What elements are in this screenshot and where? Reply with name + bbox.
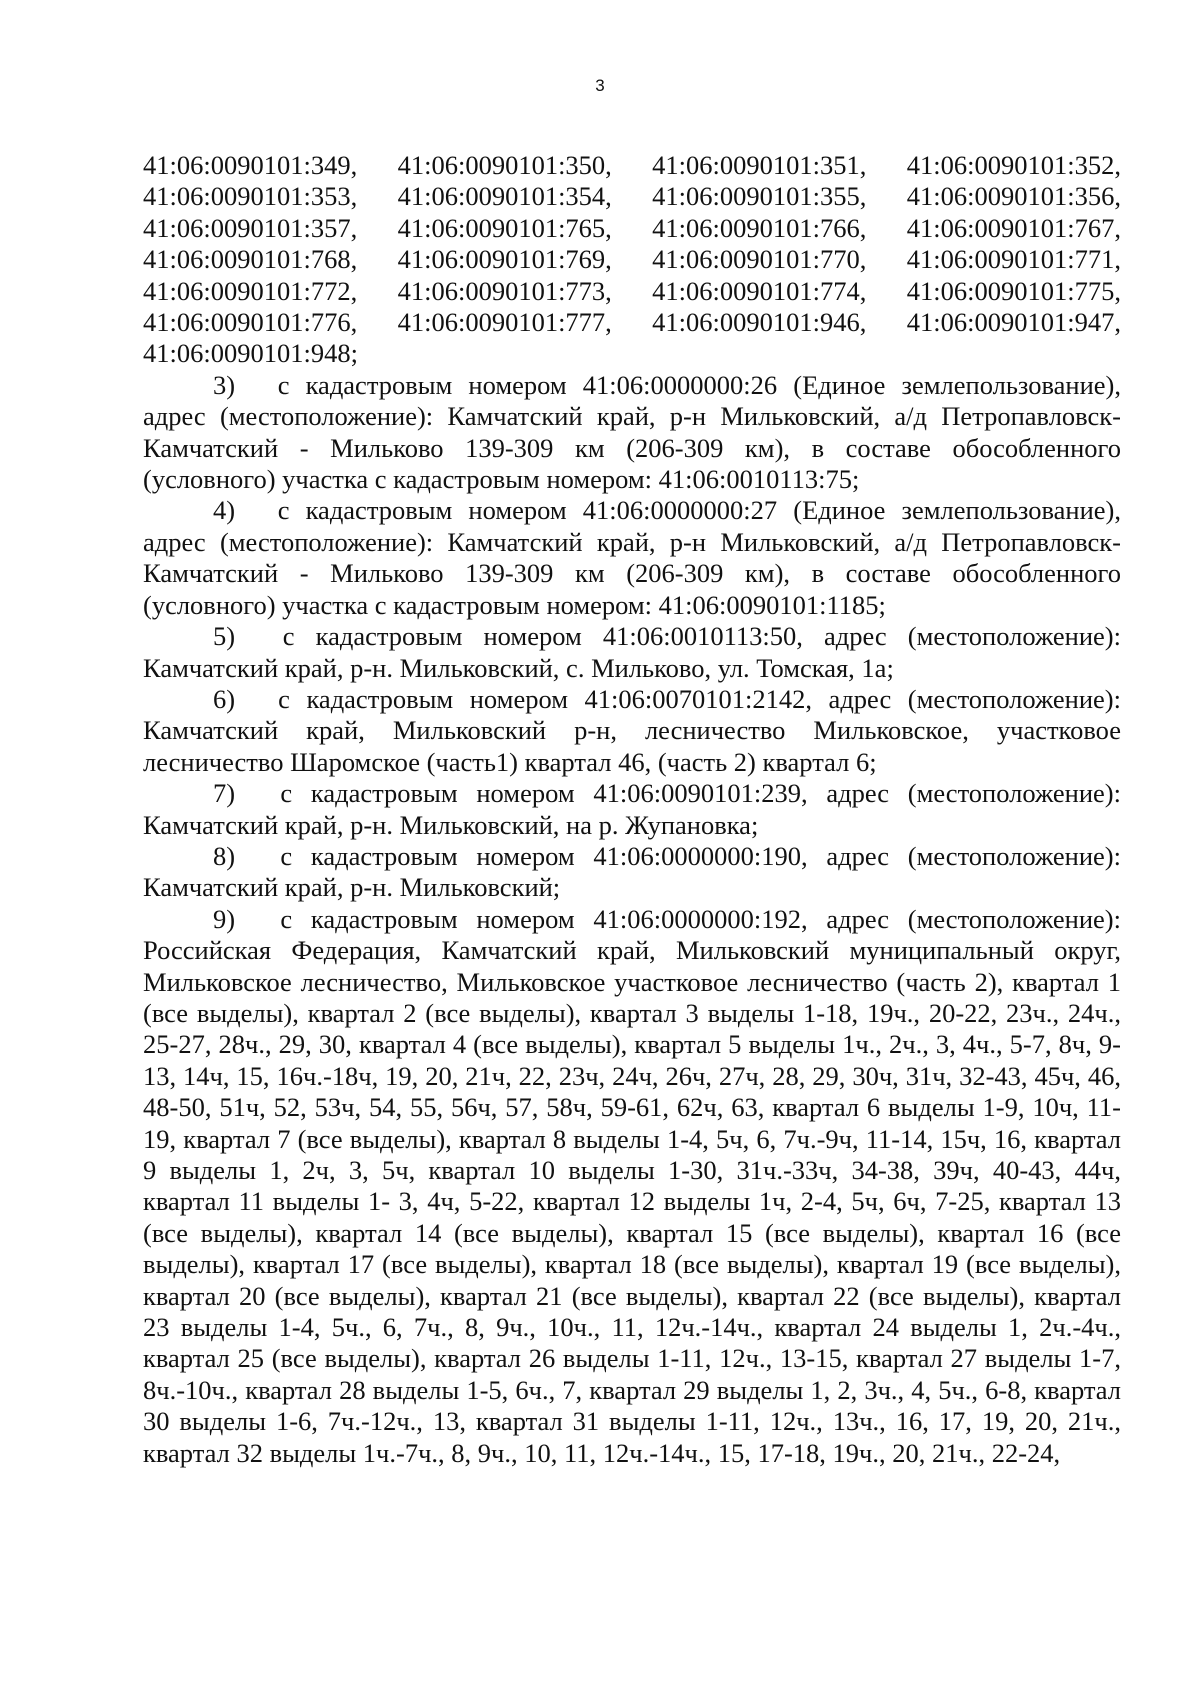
list-item-3: 3) с кадастровым номером 41:06:0000000:26 (Единое землепользование), адрес (местоположение): Камчатский край, р-н Мильковский, а/д Петропавловск-Камчатский - Мильково 139-309 км (206-309 км), в составе обособленного (условного) участка с кадастровым номером: 41:06:0010113:75; [143,369,1121,495]
list-item-5: 5) с кадастровым номером 41:06:0010113:50, адрес (местоположение): Камчатский край, р-н. Мильковский, с. Мильково, ул. Томская, 1а; [143,621,1121,683]
cadastral-number-list: 41:06:0090101:349, 41:06:0090101:350, 41:06:0090101:351, 41:06:0090101:352, 41:06:0090101:353, 41:06:0090101:354, 41:06:0090101:355, 41:06:0090101:356, 41:06:0090101:357, 41:06:0090101:765, 41:06:0090101:766, 41:06:0090101:767, 41:06:0090101:768, 41:06:0090101:769, 41:06:0090101:770, 41:06:0090101:771, 41:06:0090101:772, 41:06:0090101:773, 41:06:0090101:774, 41:06:0090101:775, 41:06:0090101:776, 41:06:0090101:777, 41:06:0090101:946, 41:06:0090101:947, 41:06:0090101:948; [143,150,1121,369]
list-item-4: 4) с кадастровым номером 41:06:0000000:27 (Единое землепользование), адрес (местоположение): Камчатский край, р-н Мильковский, а/д Петропавловск-Камчатский - Мильково 139-309 км (206-309 км), в составе обособленного (условного) участка с кадастровым номером: 41:06:0090101:1185; [143,495,1121,620]
page-number: 3 [595,76,605,95]
list-item-7: 7) с кадастровым номером 41:06:0090101:239, адрес (местоположение): Камчатский край, р-н. Мильковский, на р. Жупановка; [143,778,1121,840]
list-item-9: 9) с кадастровым номером 41:06:0000000:192, адрес (местоположение): Российская Федерация, Камчатский край, Мильковский муниципальный округ, Мильковское лесничество, Мильковское участковое лесничество (часть 2), квартал 1 (все выделы), квартал 2 (все выделы), квартал 3 выделы 1-18, 19ч., 20-22, 23ч., 24ч., 25-27, 28ч., 29, 30, квартал 4 (все выделы), квартал 5 выделы 1ч., 2ч., 3, 4ч., 5-7, 8ч, 9-13, 14ч, 15, 16ч.-18ч, 19, 20, 21ч, 22, 23ч, 24ч, 26ч, 27ч, 28, 29, 30ч, 31ч, 32-43, 45ч, 46, 48-50, 51ч, 52, 53ч, 54, 55, 56ч, 57, 58ч, 59-61, 62ч, 63, квартал 6 выделы 1-9, 10ч, 11-19, квартал 7 (все выделы), квартал 8 выделы 1-4, 5ч, 6, 7ч.-9ч, 11-14, 15ч, 16, квартал 9 выделы 1, 2ч, 3, 5ч, квартал 10 выделы 1-30, 31ч.-33ч, 34-38, 39ч, 40-43, 44ч, квартал 11 выделы 1- 3, 4ч, 5-22, квартал 12 выделы 1ч, 2-4, 5ч, 6ч, 7-25, квартал 13 (все выделы), квартал 14 (все выделы), квартал 15 (все выделы), квартал 16 (все выделы), квартал 17 (все выделы), квартал 18 (все выделы), квартал 19 (все выделы), квартал 20 (все выделы), квартал 21 (все выделы), квартал 22 (все выделы), квартал 23 выделы 1-4, 5ч., 6, 7ч., 8, 9ч., 10ч., 11, 12ч.-14ч., квартал 24 выделы 1, 2ч.-4ч., квартал 25 (все выделы), квартал 26 выделы 1-11, 12ч., 13-15, квартал 27 выделы 1-7, 8ч.-10ч., квартал 28 выделы 1-5, 6ч., 7, квартал 29 выделы 1, 2, 3ч., 4, 5ч., 6-8, квартал 30 выделы 1-6, 7ч.-12ч., 13, квартал 31 выделы 1-11, 12ч., 13ч., 16, 17, 19, 20, 21ч., квартал 32 выделы 1ч.-7ч., 8, 9ч., 10, 11, 12ч.-14ч., 15, 17-18, 19ч., 20, 21ч., 22-24, [143,903,1121,1468]
list-item-6: 6) с кадастровым номером 41:06:0070101:2142, адрес (местоположение): Камчатский край, Мильковский р-н, лесничество Мильковское, участковое лесничество Шаромское (часть1) квартал 46, (часть 2) квартал 6; [143,683,1121,777]
document-body [143,150,1121,1469]
list-item-8: 8) с кадастровым номером 41:06:0000000:190, адрес (местоположение): Камчатский край, р-н. Мильковский; [143,840,1121,903]
